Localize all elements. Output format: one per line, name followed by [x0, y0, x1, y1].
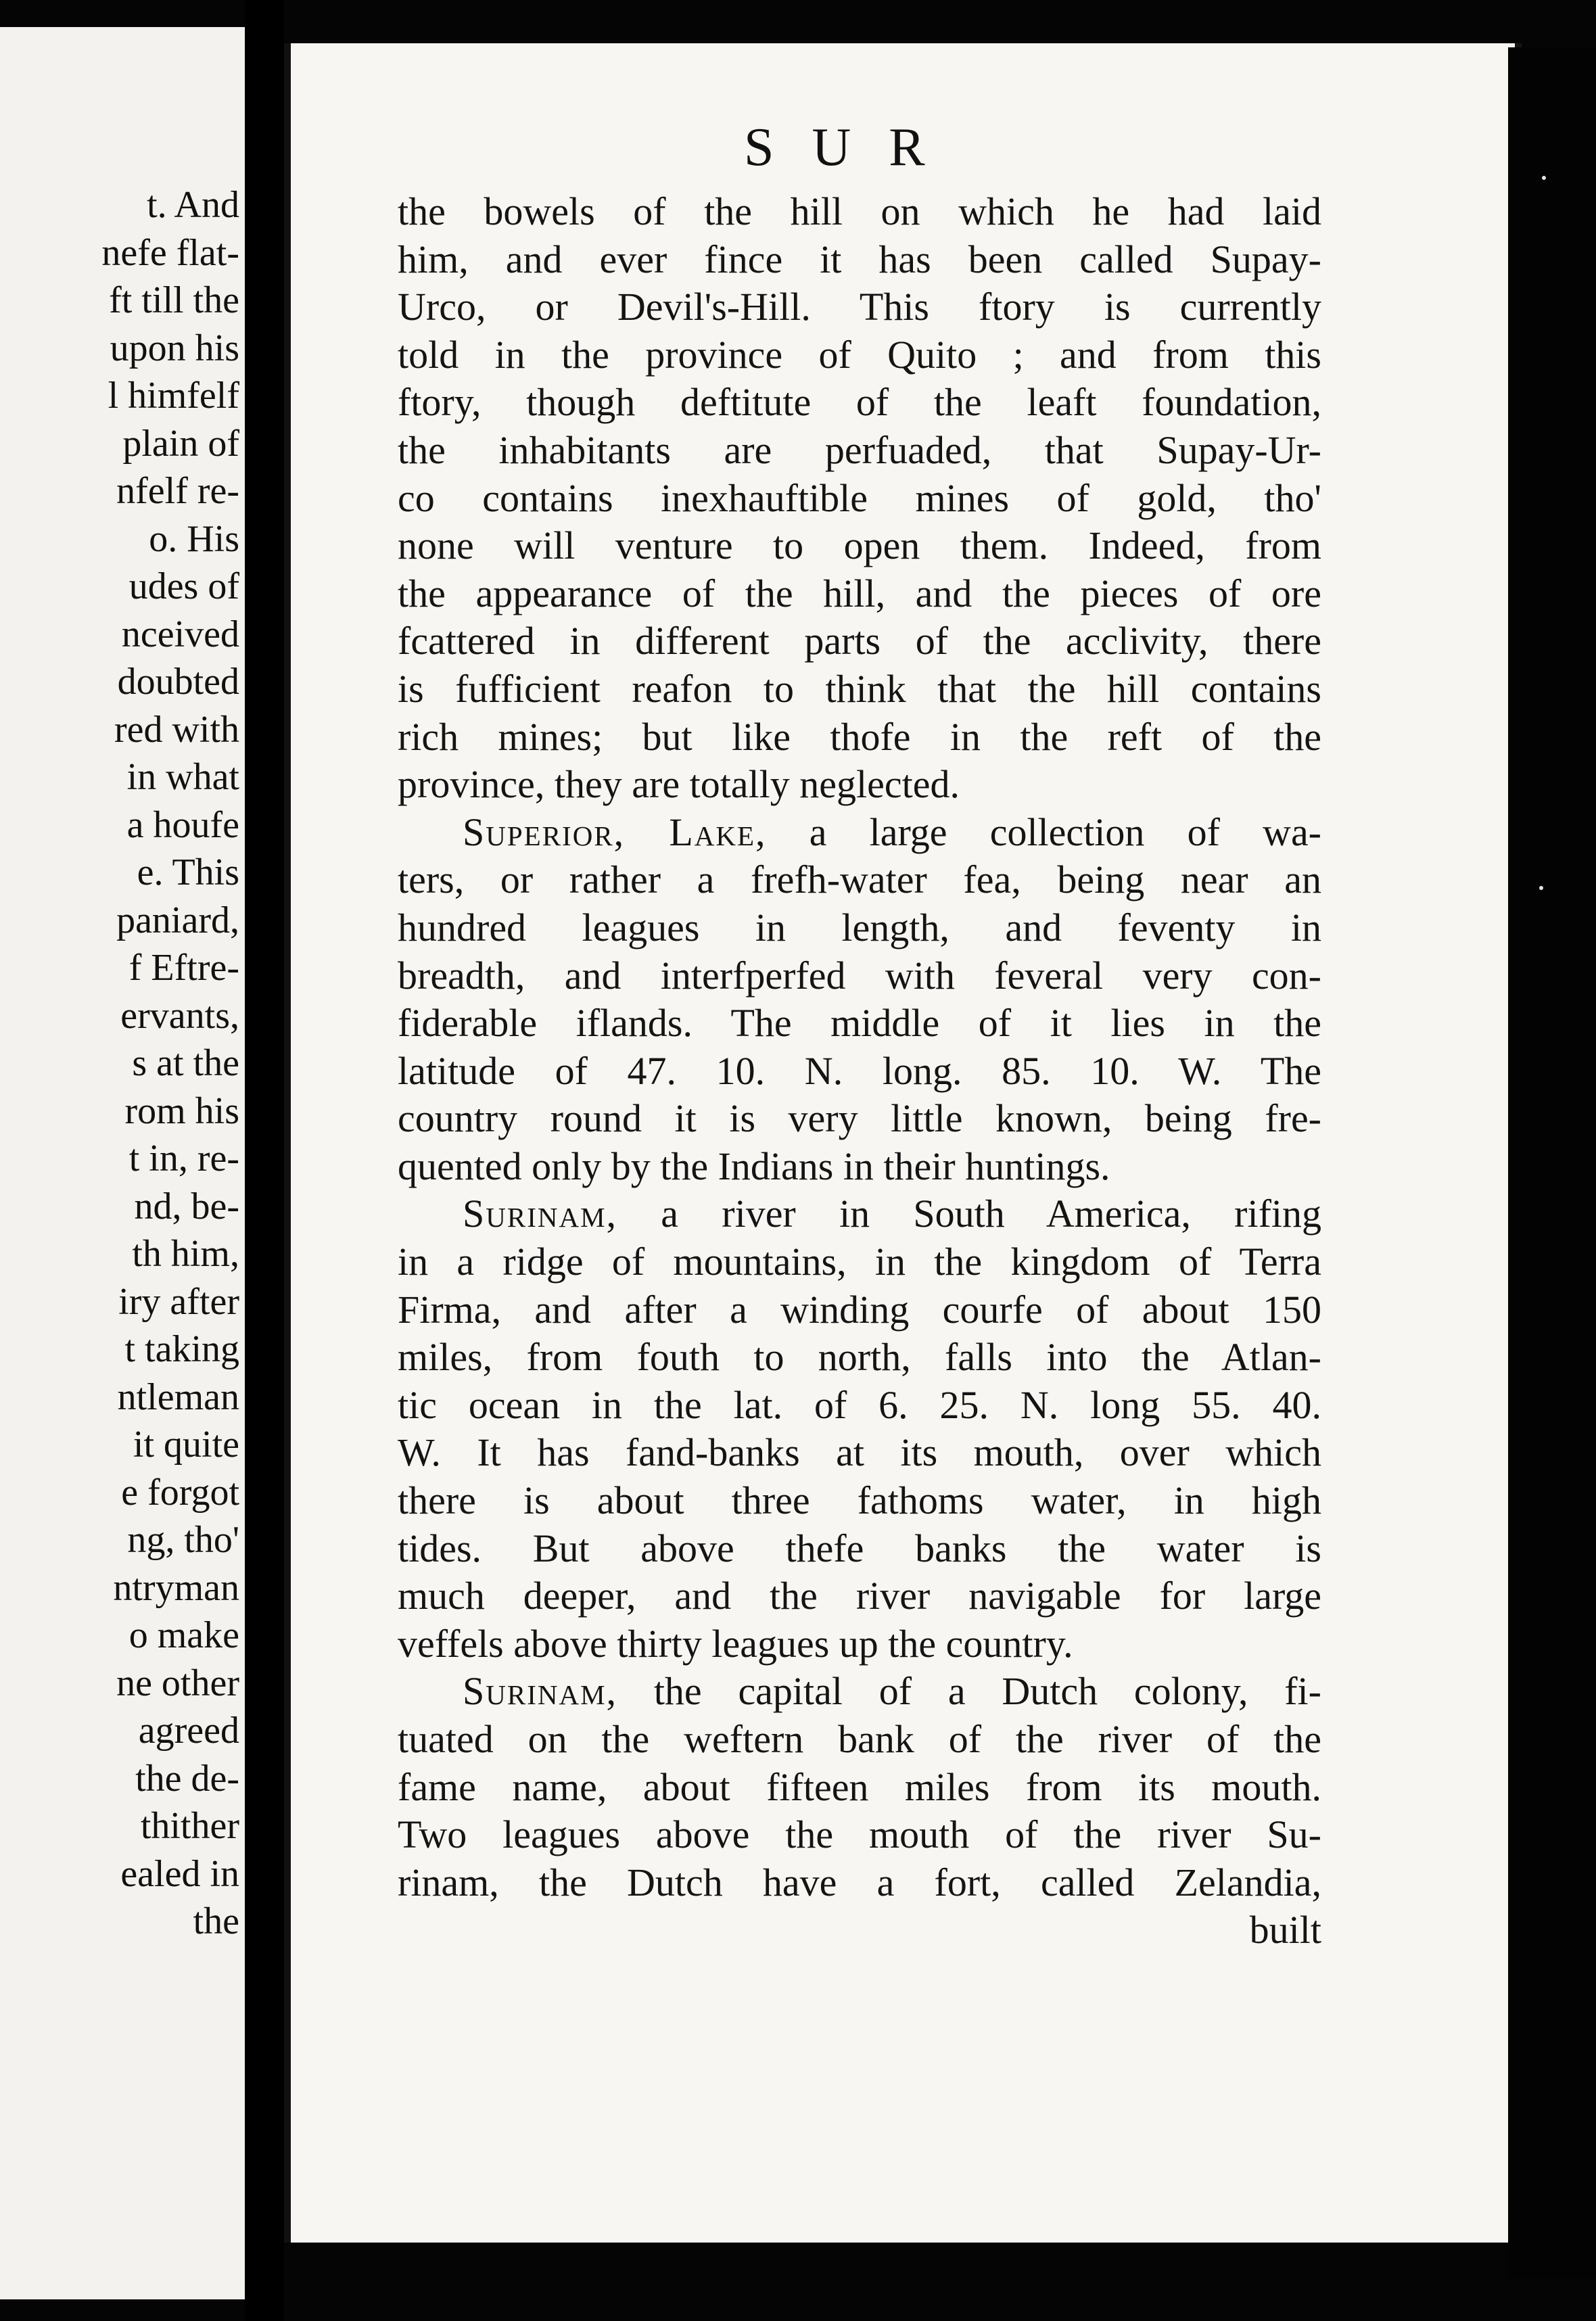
binding-gutter: [245, 0, 284, 2321]
text-line: Urco, or Devil's-Hill. This ftory is currently: [398, 285, 1321, 329]
entry-headword: Surinam,: [463, 1192, 618, 1236]
text-line: there is about three fathoms water, in high: [398, 1478, 1321, 1523]
facing-page-line: t taking: [124, 1328, 239, 1370]
facing-page-line: e forgot: [121, 1471, 239, 1514]
facing-page-text: [0, 181, 239, 1946]
text-line: the inhabitants are perfuaded, that Supay-Ur-: [398, 427, 1321, 472]
facing-page-line: a houfe: [126, 803, 239, 846]
entry-line: [398, 809, 1321, 857]
text-line: fcattered in different parts of the acclivity, there: [398, 619, 1321, 663]
facing-page-line: ft till the: [109, 279, 239, 321]
text-line: ters, or rather a frefh-water fea, being near an: [398, 858, 1321, 902]
text-line: the appearance of the hill, and the pieces of ore: [398, 571, 1321, 615]
text-line: tuated on the weftern bank of the river of the: [398, 1717, 1321, 1761]
facing-page-line: nfelf re-: [116, 470, 239, 512]
text-line: fiderable iflands. The middle of it lies in the: [398, 1001, 1321, 1046]
entry-text: a large collection of wa-: [766, 810, 1321, 854]
entry-headword: Surinam,: [463, 1669, 618, 1714]
facing-page-line: ng, tho': [127, 1519, 239, 1561]
facing-page-line: s at the: [132, 1042, 239, 1084]
text-line: tides. But above thefe banks the water is: [398, 1526, 1321, 1570]
catchword: built: [1249, 1908, 1321, 1952]
facing-page-line: e. This: [137, 851, 239, 893]
facing-page-line: plain of: [122, 422, 239, 465]
text-line: W. It has fand-banks at its mouth, over which: [398, 1430, 1321, 1475]
facing-page-left: [0, 27, 245, 2299]
text-line: much deeper, and the river navigable for large: [398, 1574, 1321, 1618]
text-line: latitude of 47. 10. N. long. 85. 10. W. The: [398, 1048, 1321, 1093]
facing-page-line: ervants,: [120, 994, 239, 1037]
facing-page-line: udes of: [128, 565, 239, 607]
text-line: rich mines; but like thofe in the reft of the: [398, 714, 1321, 759]
text-line: Firma, and after a winding courfe of about 150: [398, 1287, 1321, 1332]
facing-page-line: the: [193, 1900, 239, 1942]
running-head: S U R: [744, 118, 937, 177]
facing-page-line: t in, re-: [128, 1138, 239, 1179]
text-line: province, they are totally neglected.: [398, 762, 960, 807]
text-line: tic ocean in the lat. of 6. 25. N. long 55. 40.: [398, 1382, 1321, 1427]
text-line: ftory, though deftitute of the leaft foundation,: [398, 380, 1321, 425]
facing-page-line: agreed: [138, 1710, 239, 1752]
facing-page-line: upon his: [110, 327, 239, 369]
speck: [1539, 886, 1543, 890]
text-line: hundred leagues in length, and feventy in: [398, 905, 1321, 950]
text-line: Two leagues above the mouth of the river Su-: [398, 1812, 1321, 1857]
facing-page-line: it quite: [133, 1424, 239, 1466]
body-text: [398, 188, 1321, 1954]
text-line: fame name, about fifteen miles from its mouth.: [398, 1764, 1321, 1809]
facing-page-line: ntryman: [113, 1566, 239, 1609]
facing-page-line: o make: [128, 1614, 239, 1656]
text-line: miles, from fouth to north, falls into the Atlan-: [398, 1335, 1321, 1380]
facing-page-line: f Eftre-: [128, 947, 239, 989]
text-line: is fufficient reafon to think that the hill contains: [398, 666, 1321, 711]
entry-line: [398, 1668, 1321, 1716]
facing-page-line: iry after: [118, 1280, 239, 1323]
facing-page-line: red with: [114, 708, 239, 751]
facing-page-line: ntleman: [117, 1376, 239, 1418]
facing-page-line: ealed in: [120, 1852, 239, 1895]
facing-page-line: thither: [140, 1805, 239, 1847]
facing-page-line: nd, be-: [134, 1185, 239, 1227]
entry-headword: Superior, Lake,: [463, 810, 767, 854]
facing-page-line: rom his: [124, 1089, 239, 1132]
text-line: co contains inexhauftible mines of gold, tho': [398, 475, 1321, 520]
text-line: the bowels of the hill on which he had laid: [398, 189, 1321, 233]
facing-page-line: l himfelf: [108, 375, 239, 417]
page-edge-shadow: [1508, 47, 1596, 2279]
facing-page-line: doubted: [117, 661, 239, 703]
facing-page-line: t. And: [147, 184, 239, 226]
text-line: none will venture to open them. Indeed, from: [398, 523, 1321, 568]
text-line: quented only by the Indians in their huntings.: [398, 1144, 1110, 1188]
facing-page-line: o. His: [149, 517, 239, 560]
facing-page-line: nefe flat-: [101, 231, 239, 274]
facing-page-line: th him,: [132, 1233, 239, 1275]
text-line: rinam, the Dutch have a fort, called Zelandia,: [398, 1860, 1321, 1904]
facing-page-line: paniard,: [116, 899, 239, 941]
text-line: him, and ever fince it has been called Supay-: [398, 237, 1321, 281]
entry-text: a river in South America, rifing: [617, 1192, 1321, 1236]
text-line: veffels above thirty leagues up the country.: [398, 1621, 1073, 1666]
text-line: in a ridge of mountains, in the kingdom of Terra: [398, 1240, 1321, 1284]
entry-line: [398, 1190, 1321, 1238]
entry-text: the capital of a Dutch colony, fi-: [617, 1669, 1321, 1714]
facing-page-line: in what: [126, 756, 239, 798]
text-line: breadth, and interfperfed with feveral very con-: [398, 953, 1321, 998]
speck: [1542, 176, 1546, 180]
facing-page-line: ne other: [116, 1662, 239, 1704]
facing-page-line: nceived: [121, 613, 239, 655]
text-line: told in the province of Quito ; and from this: [398, 332, 1321, 377]
text-line: country round it is very little known, being fre-: [398, 1096, 1321, 1141]
facing-page-line: the de-: [135, 1757, 239, 1800]
